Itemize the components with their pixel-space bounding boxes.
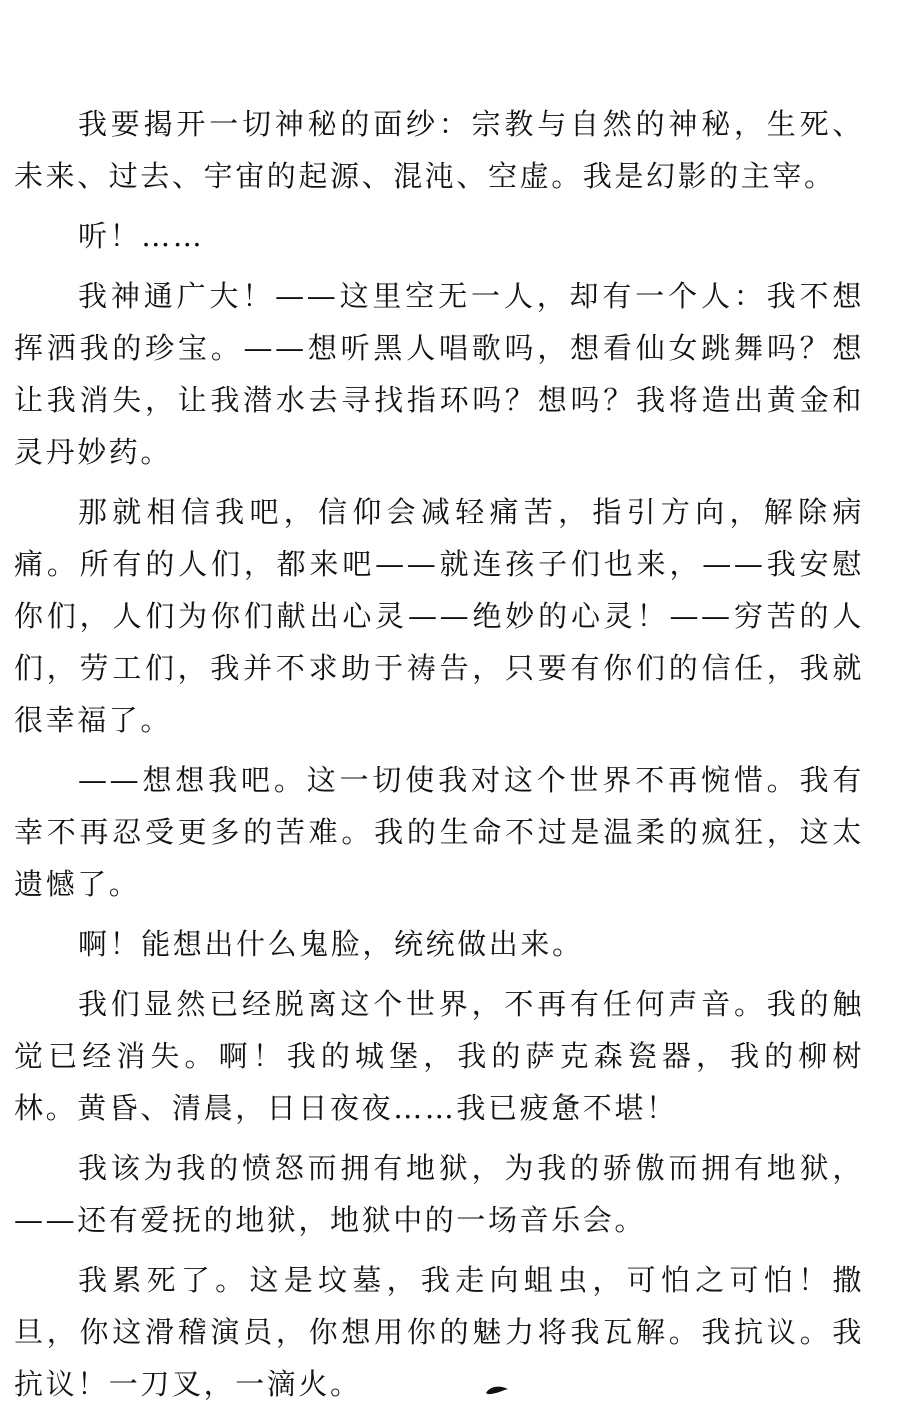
paragraph-9: 我累死了。这是坟墓，我走向蛆虫，可怕之可怕！撒旦，你这滑稽演员，你想用你的魅力将我瓦解。我抗议。我抗议！一刀叉，一滴火。 <box>14 1263 864 1401</box>
paragraph-2: 听！…… <box>78 219 205 253</box>
ink-blot-icon <box>484 1384 510 1396</box>
paragraph-8: 我该为我的愤怒而拥有地狱，为我的骄傲而拥有地狱，——还有爱抚的地狱，地狱中的一场音乐会。 <box>14 1151 864 1237</box>
page-body <box>14 98 864 1418</box>
paragraph-3: 我神通广大！——这里空无一人，却有一个人：我不想挥洒我的珍宝。——想听黑人唱歌吗，想看仙女跳舞吗？想让我消失，让我潜水去寻找指环吗？想吗？我将造出黄金和灵丹妙药。 <box>14 279 864 469</box>
paragraph-6: 啊！能想出什么鬼脸，统统做出来。 <box>78 927 584 961</box>
paragraph-7: 我们显然已经脱离这个世界，不再有任何声音。我的触觉已经消失。啊！我的城堡，我的萨克森瓷器，我的柳树林。黄昏、清晨，日日夜夜……我已疲惫不堪！ <box>14 987 864 1125</box>
paragraph-1: 我要揭开一切神秘的面纱：宗教与自然的神秘，生死、未来、过去、宇宙的起源、混沌、空虚。我是幻影的主宰。 <box>14 107 864 193</box>
paragraph-5: ——想想我吧。这一切使我对这个世界不再惋惜。我有幸不再忍受更多的苦难。我的生命不过是温柔的疯狂，这太遗憾了。 <box>14 763 864 901</box>
paragraph-4: 那就相信我吧，信仰会减轻痛苦，指引方向，解除病痛。所有的人们，都来吧——就连孩子们也来，——我安慰你们，人们为你们献出心灵——绝妙的心灵！——穷苦的人们，劳工们，我并不求助于祷告，只要有你们的信任，我就很幸福了。 <box>14 495 864 737</box>
